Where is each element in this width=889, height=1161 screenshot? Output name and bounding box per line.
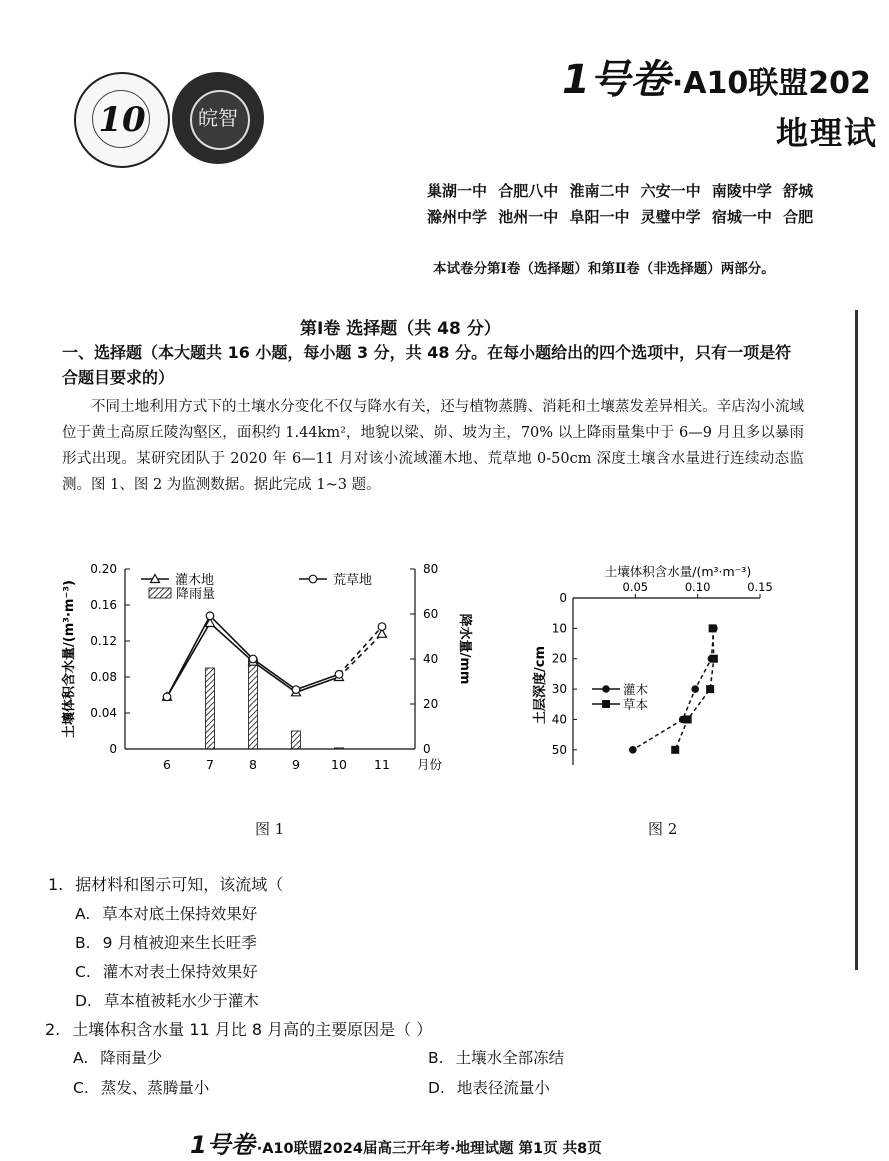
x-tick-label: 7 — [206, 757, 214, 772]
left-tick-label: 0.08 — [90, 670, 117, 684]
y-tick-label: 10 — [551, 621, 567, 636]
x-tick-label: 6 — [163, 757, 171, 772]
exam-brand-title — [562, 48, 871, 105]
section-instructions: 一、选择题（本大题共 16 小题，每小题 3 分，共 48 分。在每小题给出的四个选项中，只有一项是符合题目要求的） — [62, 343, 792, 387]
series-point — [709, 624, 717, 632]
legend-label: 降雨量 — [176, 587, 216, 602]
x-tick-label: 8 — [249, 757, 257, 772]
figure-1-legend — [141, 572, 372, 602]
legend-hatch-swatch — [149, 588, 171, 598]
left-tick-label: 0.12 — [90, 634, 117, 648]
legend-marker — [309, 575, 317, 583]
y-tick-label: 30 — [551, 682, 567, 697]
footer-brand-mark: 1号卷 — [190, 1131, 255, 1159]
series-point — [691, 685, 699, 693]
right-tick-label: 20 — [423, 697, 439, 711]
subject-title: 地理试 — [776, 114, 879, 152]
seal-mark: 10 — [98, 100, 146, 140]
figure-1-axes — [61, 562, 473, 772]
y-tick-label: 0 — [559, 591, 567, 605]
right-axis-title: 降水量/mm — [457, 613, 472, 685]
seal-mark: 皖智 — [198, 106, 238, 130]
y-axis-title: 土层深度/cm — [533, 645, 548, 725]
education-seal-logo — [172, 72, 264, 164]
series-line-dashed — [339, 634, 382, 677]
figure-1-series-lines — [163, 612, 387, 701]
option-label: A. — [73, 1049, 89, 1067]
figure-2-axes — [532, 564, 773, 765]
x-tick-label: 0.15 — [747, 580, 773, 594]
rainfall-bar — [335, 748, 344, 749]
question-1-option-d — [75, 989, 259, 1011]
left-tick-label: 0.20 — [90, 562, 117, 576]
series-point — [706, 685, 714, 693]
figure-1-rain-bars — [206, 659, 344, 749]
figure-2-legend — [592, 682, 649, 712]
question-2-option-b — [428, 1046, 564, 1068]
question-stem: 据材料和图示可知，该流域（ — [75, 875, 284, 894]
option-label: B. — [75, 934, 91, 952]
option-text: 土壤水全部冻结 — [455, 1049, 565, 1067]
question-1-option-b — [75, 931, 257, 953]
x-axis-title: 月份 — [417, 757, 443, 772]
series-point — [163, 693, 171, 701]
option-text: 9 月植被迎来生长旺季 — [102, 934, 257, 952]
question-number: 1. — [48, 875, 64, 894]
x-tick-label: 10 — [331, 757, 347, 772]
rainfall-bar — [292, 731, 301, 749]
schools-line-1: 巢湖一中 合肥八中 淮南二中 六安一中 南陵中学 舒城 — [427, 182, 814, 200]
x-tick-label: 9 — [292, 757, 300, 772]
legend-label: 灌木地 — [175, 573, 215, 588]
reading-passage: 不同土地利用方式下的土壤水分变化不仅与降水有关，还与植物蒸腾、消耗和土壤蒸发差异相关。辛店沟小流域位于黄土高原丘陵沟壑区，面积约 1.44km²，地貌以梁、峁、坡为主，70% 以上降雨量集中于 6—9 月且多以暴雨形式出现。某研究团队于 2020 年 6—11 月对该小流域灌木地、荒草地 0-50cm 深度土壤含水量进行连续动态监测。图 1、图 2 为监测数据。据此完成 1~3 题。 — [62, 399, 804, 493]
exam-note: 本试卷分第Ⅰ卷（选择题）和第Ⅱ卷（非选择题）两部分。 — [433, 261, 775, 277]
option-text: 降雨量少 — [100, 1049, 163, 1067]
option-text: 草本植被耗水少于灌木 — [103, 992, 259, 1010]
series-point — [335, 671, 343, 679]
alliance-seal-logo — [74, 72, 170, 168]
series-point — [629, 746, 637, 754]
legend-label: 灌木 — [623, 682, 649, 697]
question-2-option-a — [73, 1046, 162, 1068]
series-point — [710, 655, 718, 663]
question-2 — [45, 1017, 432, 1040]
series-point — [292, 686, 300, 694]
y-tick-label: 50 — [551, 742, 567, 757]
question-2-option-d — [428, 1076, 550, 1098]
rainfall-bar — [206, 668, 215, 749]
left-axis-title: 土壤体积含水量/(m³·m⁻³) — [62, 580, 77, 738]
brand-title-text: ·A10联盟202 — [671, 66, 871, 101]
question-1-option-a — [75, 902, 257, 924]
margin-rule — [855, 310, 858, 970]
figure-1-caption: 图 1 — [255, 820, 285, 838]
figure-1-chart — [55, 555, 472, 785]
y-tick-label: 40 — [551, 712, 567, 727]
x-tick-label: 0.05 — [622, 580, 649, 594]
option-text: 蒸发、蒸腾量小 — [100, 1079, 210, 1097]
x-tick-label: 0.10 — [684, 580, 711, 594]
left-tick-label: 0 — [109, 742, 117, 756]
question-stem: 土壤体积含水量 11 月比 8 月高的主要原因是（ ） — [72, 1020, 433, 1039]
legend-marker — [602, 700, 610, 708]
left-tick-label: 0.04 — [90, 706, 117, 720]
question-1 — [48, 872, 283, 895]
right-tick-label: 60 — [423, 607, 439, 621]
question-number: 2. — [45, 1020, 61, 1039]
series-line-dashed — [339, 627, 382, 675]
series-point — [249, 655, 257, 663]
legend-label: 荒草地 — [333, 573, 373, 588]
series-point — [206, 612, 214, 620]
footer-text: ·A10联盟2024届高三开年考·地理试题 第1页 共8页 — [256, 1141, 602, 1157]
brand-logo-mark: 1号卷 — [562, 57, 670, 103]
figure-2-chart — [533, 560, 788, 775]
figure-2-caption: 图 2 — [648, 820, 678, 838]
option-text: 地表径流量小 — [456, 1079, 550, 1097]
series-point — [671, 746, 679, 754]
option-label: C. — [75, 963, 91, 981]
option-text: 灌木对表土保持效果好 — [102, 963, 258, 981]
right-tick-label: 40 — [423, 652, 439, 666]
right-tick-label: 0 — [423, 742, 431, 756]
option-label: A. — [75, 905, 91, 923]
series-point — [684, 715, 692, 723]
option-label: C. — [73, 1079, 89, 1097]
legend-marker — [602, 685, 610, 693]
option-label: D. — [75, 992, 92, 1010]
schools-line-2: 滁州中学 池州一中 阜阳一中 灵璧中学 宿城一中 合肥 — [427, 208, 814, 226]
y-tick-label: 20 — [551, 651, 567, 666]
option-label: B. — [428, 1049, 444, 1067]
question-2-option-c — [73, 1076, 209, 1098]
x-axis-title: 土壤体积含水量/(m³·m⁻³) — [604, 564, 752, 579]
section-title: 第Ⅰ卷 选择题（共 48 分） — [300, 319, 501, 339]
series-point — [378, 623, 386, 631]
page-footer — [190, 1125, 602, 1160]
option-text: 草本对底土保持效果好 — [102, 905, 258, 923]
question-1-option-c — [75, 960, 258, 982]
right-tick-label: 80 — [423, 562, 439, 576]
left-tick-label: 0.16 — [90, 598, 117, 612]
x-tick-label: 11 — [374, 757, 390, 772]
option-label: D. — [428, 1079, 445, 1097]
legend-label: 草本 — [623, 697, 649, 712]
rainfall-bar — [249, 659, 258, 749]
